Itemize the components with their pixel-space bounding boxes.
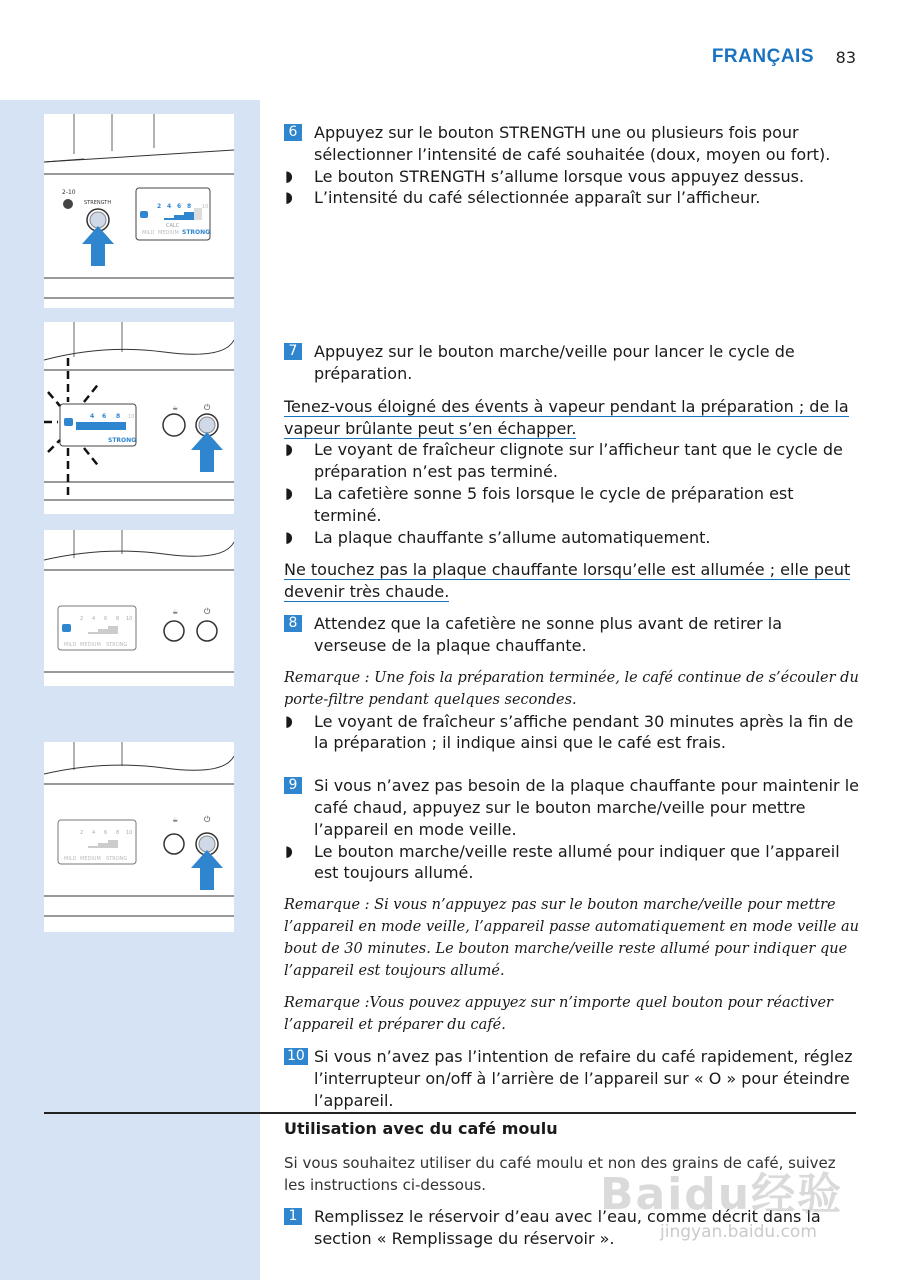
bullet: ◗ Le bouton STRENGTH s’allume lorsque vous appuyez dessus. xyxy=(285,166,805,186)
bullet: ◗ Le bouton marche/veille reste allumé pour indiquer que l’appareil est toujours allumé. xyxy=(285,841,840,883)
svg-text:6: 6 xyxy=(177,203,182,210)
svg-text:10: 10 xyxy=(126,616,133,622)
svg-text:STRONG: STRONG xyxy=(182,229,211,236)
svg-text:⏻: ⏻ xyxy=(204,607,211,616)
svg-text:10: 10 xyxy=(128,414,135,420)
svg-text:6: 6 xyxy=(102,413,107,420)
section-intro: Si vous souhaitez utiliser du café moulu et non des grains de café, suivez les instructions ci-dessous. xyxy=(284,1154,836,1194)
cup-icon: ☕ xyxy=(172,404,179,412)
svg-text:STRONG: STRONG xyxy=(108,437,137,444)
remark: Remarque : Une fois la préparation terminée, le café continue de s’écouler du porte-filtre pendant quelques secondes. xyxy=(284,669,859,708)
svg-text:☕: ☕ xyxy=(172,816,179,824)
remark: Remarque :Vous pouvez appuyez sur n’importe quel bouton pour réactiver l’appareil et préparer du café. xyxy=(284,995,833,1034)
svg-text:2: 2 xyxy=(157,203,162,210)
header-language: FRANÇAIS xyxy=(711,46,814,67)
watermark-url: jingyan.baidu.com xyxy=(660,1222,817,1242)
svg-text:MILD: MILD xyxy=(64,856,77,862)
illustration-power-blink xyxy=(44,322,234,514)
cup-icon xyxy=(63,199,73,209)
step-number-badge: 9 xyxy=(284,777,302,794)
bullet: ◗ L’intensité du café sélectionnée apparaît sur l’afficheur. xyxy=(285,188,761,208)
svg-text:MEDIUM: MEDIUM xyxy=(80,642,101,648)
svg-text:STRONG: STRONG xyxy=(106,856,128,862)
svg-text:☕: ☕ xyxy=(172,608,179,616)
svg-text:2: 2 xyxy=(80,616,84,622)
bullet-icon: ◗ xyxy=(285,166,293,185)
page-number: 83 xyxy=(835,48,856,67)
svg-text:MEDIUM: MEDIUM xyxy=(158,230,179,236)
bullet: ◗ Le voyant de fraîcheur s’affiche pendant 30 minutes après la fin de la préparation ; il indique ainsi que le café est frais. xyxy=(285,711,854,753)
section-title: Utilisation avec du café moulu xyxy=(284,1118,558,1138)
freshness-icon xyxy=(64,418,73,426)
svg-text:8: 8 xyxy=(116,413,121,420)
section-divider xyxy=(44,1112,856,1114)
step-number-badge: 7 xyxy=(284,343,302,360)
strength-label: STRENGTH xyxy=(84,200,112,206)
freshness-icon xyxy=(140,211,148,218)
remark: Remarque : Si vous n’appuyez pas sur le bouton marche/veille pour mettre l’appareil en mode veille, l’appareil passe automatiquement en mode veille au bout de 30 minutes. Le bouton marche/veille reste allumé pour indiquer que l’appareil est toujours allumé. xyxy=(284,897,860,980)
press-arrow-icon xyxy=(191,850,223,890)
step-number-badge: 8 xyxy=(284,615,302,632)
bullet: ◗ La plaque chauffante s’allume automatiquement. xyxy=(285,527,711,547)
instructions-column xyxy=(284,122,859,1250)
bullet-icon: ◗ xyxy=(285,188,293,207)
svg-text:⏻: ⏻ xyxy=(204,815,211,824)
freshness-icon xyxy=(62,624,71,632)
step-number-badge: 1 xyxy=(284,1208,302,1225)
warning-text: Ne touchez pas la plaque chauffante lorsqu’elle est allumée ; elle peut devenir très chaude. xyxy=(284,560,851,602)
step-8: 8 Attendez que la cafetière ne sonne plus avant de retirer la verseuse de la plaque chauffante. xyxy=(284,613,859,657)
svg-text:MILD: MILD xyxy=(64,642,77,648)
bullet: ◗ La cafetière sonne 5 fois lorsque le cycle de préparation est terminé. xyxy=(285,483,794,525)
svg-text:6: 6 xyxy=(104,830,108,836)
svg-text:10: 10 xyxy=(126,830,133,836)
illustration-done xyxy=(44,530,234,686)
step-number-badge: 10 xyxy=(284,1048,308,1065)
step-10: 10 Si vous n’avez pas l’intention de refaire du café rapidement, réglez l’interrupteur on/off à l’arrière de l’appareil sur « O » pour éteindre l’appareil. xyxy=(284,1046,859,1111)
svg-text:4: 4 xyxy=(92,616,96,622)
keep-warm-button xyxy=(163,414,185,436)
bullet: ◗ Le voyant de fraîcheur clignote sur l’afficheur tant que le cycle de préparation n’est pas terminé. xyxy=(285,440,843,482)
step-number-badge: 6 xyxy=(284,124,302,141)
step-9: 9 Si vous n’avez pas besoin de la plaque chauffante pour maintenir le café chaud, appuyez sur le bouton marche/veille pour mettre l’appareil en mode veille. xyxy=(284,775,859,840)
svg-text:6: 6 xyxy=(104,616,108,622)
svg-text:8: 8 xyxy=(116,616,120,622)
warning-text: Tenez-vous éloigné des évents à vapeur pendant la préparation ; de la vapeur brûlante peut s’en échapper. xyxy=(284,396,849,438)
svg-text:MILD: MILD xyxy=(142,230,155,236)
illustration-strength-button xyxy=(44,114,234,308)
svg-text:2: 2 xyxy=(80,830,84,836)
press-arrow-icon xyxy=(82,226,114,266)
watermark-logo: Baidu经验 xyxy=(600,1169,844,1220)
svg-text:STRONG: STRONG xyxy=(106,642,128,648)
step-1: 1 Remplissez le réservoir d’eau avec l’eau, comme décrit dans la section « Remplissage du réservoir ». xyxy=(284,1206,859,1250)
cups-label: 2-10 xyxy=(62,189,76,196)
power-icon: ⏻ xyxy=(204,403,211,412)
illustration-standby xyxy=(44,742,234,932)
svg-text:4: 4 xyxy=(90,413,95,420)
step-6: 6 Appuyez sur le bouton STRENGTH une ou plusieurs fois pour sélectionner l’intensité de café souhaitée (doux, moyen ou fort). xyxy=(284,122,859,166)
svg-text:4: 4 xyxy=(92,830,96,836)
svg-text:4: 4 xyxy=(167,203,172,210)
svg-text:10: 10 xyxy=(202,204,209,210)
svg-text:MEDIUM: MEDIUM xyxy=(80,856,101,862)
svg-text:CALC: CALC xyxy=(166,223,180,229)
svg-text:8: 8 xyxy=(116,830,120,836)
press-arrow-icon xyxy=(191,432,223,472)
step-7: 7 Appuyez sur le bouton marche/veille pour lancer le cycle de préparation. xyxy=(284,341,859,385)
svg-text:8: 8 xyxy=(187,203,192,210)
